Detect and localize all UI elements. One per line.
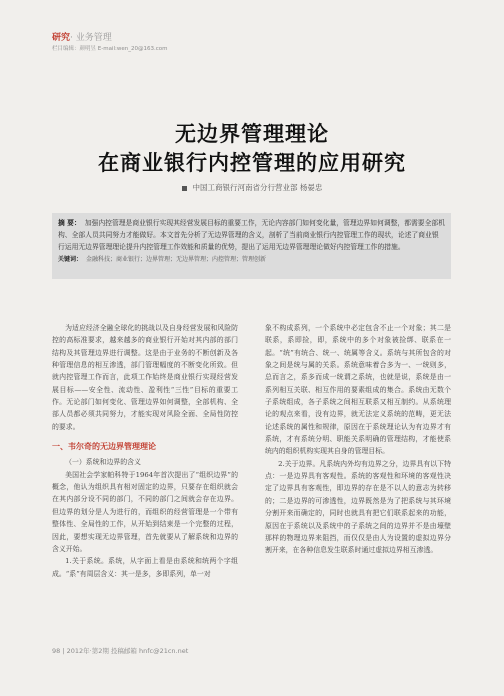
keywords-text: 金融科技；商业银行；边界管理；无边界管理；内控管理；管理创新	[86, 256, 267, 263]
author-text: 中国工商银行河南省分行营业部 杨晏忠	[192, 183, 323, 192]
abstract-paragraph	[58, 217, 445, 253]
keywords-label: 关键词：	[58, 256, 83, 263]
abstract-box	[52, 213, 451, 279]
editor-line: 栏目编辑：颜明昱 E-mail:wen_20@163.com	[52, 46, 168, 52]
subsection-label: · 业务管理	[70, 33, 112, 43]
body-paragraph: 象不构成系列，一个系统中必定包含不止一个对象；其二是联系，系即捡，即，系统中的多个对象被捡绑、联系在一起。“统”有统合、统一、统属等含义。系统与其所包含的对象之间是统与属的关系。系统意味着合多为一、一统则多，总而言之，系多而成一统谓之系统，也就是说，系统是由一系列相互关联、相互作用的要素组成的集合。系统由无数个子系统组成，各子系统之间相互联系又相互制约。从系统理论的观点来看，没有边界，就无法定义系统的范畴，更无法论述系统的属性和规律，原因在于系统理论认为有边界才有系统，才有系统分明、职能关系明确的管理结构，才能使系统内的组织机构实现其自身的管理目标。	[265, 324, 451, 456]
author-line	[0, 182, 504, 193]
subsection-heading: （一）系统和边界的含义	[65, 458, 141, 467]
body-column-right	[265, 322, 451, 557]
section-tag	[52, 30, 112, 43]
article-title-line2: 在商业银行内控管理的应用研究	[98, 151, 406, 175]
section-heading: 一、韦尔奇的无边界管理理论	[52, 442, 156, 452]
abstract-text: 加强内控管理是商业银行实现其经营发展目标的重要工作，无论内容部门如何变化量，管理边界如何调整，都需要全部机构、全部人员共同努力才能做好。本文首先分析了无边界管理的含义，剖析了当前商业银行内控管理工作的现状，论述了商业银行运用无边界管理理论提升内控管理工作效能和质量的优势，提出了运用无边界管理理论做好内控管理工作的措施。	[58, 219, 445, 251]
keywords-line	[58, 254, 445, 263]
body-column-left	[52, 322, 238, 580]
section-label: 研究	[52, 33, 71, 43]
abstract-label: 摘 要：	[58, 219, 81, 227]
body-paragraph: 美国社会学家帕科特于1964年首次提出了“组织边界”的概念，他认为组织具有相对固定的边界，只要存在组织就会在其内部分设不同的部门，不同的部门之间就会存在边界。但边界的划分是人为进行的，而组织的经营管理是一个带有整体性、全局性的工作，从开始到结束是一个完整的过程，因此，要想实现无边界管理，首先就要从了解系统和边界的含义开始。	[52, 470, 238, 553]
page-footer: 98 | 2012年·第2期 投稿邮箱 hnfc@21cn.net	[52, 647, 189, 655]
body-paragraph: 为适应经济全融全球化的挑战以及自身经营发展和风险防控的高标准要求，越来越多的商业银行开始对其内部的部门结构及其管理边界进行调整。这是由于业务的不断创新及各种管理信息的相互渗透，部门管理幅度的不断变化所致。但就内控管理工作而言，此项工作始终是商业银行实现经营发展目标——安全性、流动性、盈利性“三性”目标的重要工作。无论部门如何变化、管理边界如何调整，全部机构、全部人员都必须共同努力，才能实现对风险全面、全局性防控的要求。	[52, 324, 238, 431]
article-title-line1: 无边界管理理论	[175, 122, 329, 146]
square-bullet-icon	[182, 186, 187, 191]
body-paragraph: 2.关于边界。凡系统内外均有边界之分，边界具有以下特点：一是边界具有客观性。系统的客观性和环境的客观性决定了边界具有客观性，即边界的存在是不以人的意志为转移的；二是边界的可渗透性，边界既然是为了把系统与其环境分割开来而确定的，同时也就具有把它们联系起来的功能，原因在于系统以及系统中的子系统之间的边界并不是由壕壁那样的物理边界来阻挡，而仅仅是由人为设置的虚拟边界分割开来，在各种信息发生联系时通过虚拟边界相互渗透。	[265, 459, 451, 555]
body-paragraph: 1.关于系统。系统，从字面上看是由系统和统两个字组成。“系”有周层含义：其一是多，多即系列，单一对	[52, 557, 238, 578]
